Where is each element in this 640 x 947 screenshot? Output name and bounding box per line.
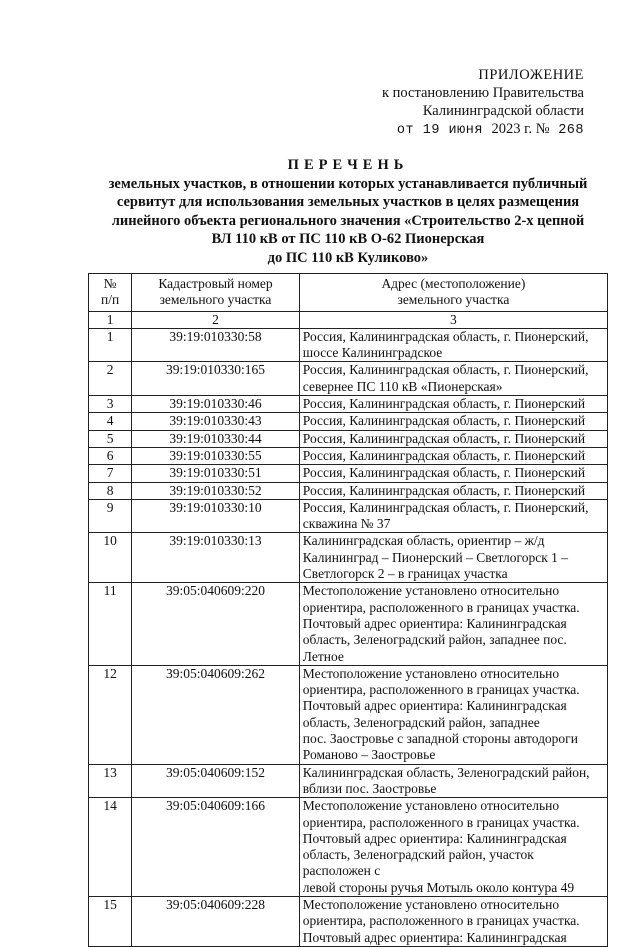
row-number: 11	[89, 583, 132, 665]
row-number: 15	[89, 896, 132, 946]
land-plots-table	[88, 273, 608, 947]
address-line: Калининградская область, Зеленоградский район,	[302, 764, 590, 780]
heading-word: ПЕРЕЧЕНЬ	[287, 157, 409, 173]
appendix-line-2: Калининградской области	[422, 103, 584, 119]
address-line: Россия, Калининградская область, г. Пионерский	[302, 465, 586, 481]
address-line: Почтовый адрес ориентира: Калининградская	[302, 830, 567, 846]
header-cadastral-line: Кадастровый номер	[158, 276, 273, 291]
address-line: область, Зеленоградский район, западнее	[302, 714, 540, 730]
address-line: Почтовый адрес ориентира: Калининградская	[302, 929, 567, 945]
header-address-line: земельного участка	[397, 292, 510, 308]
column-number-cell: 1	[89, 311, 132, 328]
address-line: Светлогорск 2 – в границах участка	[302, 566, 508, 582]
header-number-line: п/п	[100, 292, 120, 308]
address-line: Россия, Калининградская область, г. Пионерский	[302, 396, 586, 412]
cadastral-number: 39:19:010330:165	[132, 362, 300, 396]
address-line: Россия, Калининградская область, г. Пионерский	[302, 447, 586, 463]
header-cell-cadastral	[132, 274, 300, 312]
appendix-date-prefix: от 19 июня	[396, 123, 483, 138]
table-row	[89, 764, 608, 798]
address-cell	[299, 413, 607, 430]
table-row	[89, 482, 608, 499]
table-row	[89, 798, 608, 897]
address-line: ориентира, расположенного в границах участка.	[302, 682, 580, 698]
address-line: Романово – Заостровье	[302, 747, 436, 763]
document-heading	[88, 156, 608, 267]
header-cadastral-line: земельного участка	[159, 292, 272, 308]
row-number: 7	[89, 465, 132, 482]
table-row	[89, 533, 608, 583]
table-row	[89, 430, 608, 447]
cadastral-number: 39:19:010330:13	[132, 533, 300, 583]
address-line: Россия, Калининградская область, г. Пионерский	[302, 413, 586, 429]
address-cell	[299, 583, 607, 665]
address-line: область, Зеленоградский район, западнее пос. Летное	[302, 632, 567, 664]
heading-line-2: сервитут для использования земельных участков в целях размещения	[116, 194, 580, 210]
header-cell-address	[299, 274, 607, 312]
address-line: ориентира, расположенного в границах участка.	[302, 814, 580, 830]
cadastral-number: 39:19:010330:52	[132, 482, 300, 499]
address-cell	[299, 465, 607, 482]
cadastral-number: 39:19:010330:46	[132, 396, 300, 413]
address-line: Россия, Калининградская область, г. Пионерский	[302, 430, 586, 446]
address-line: область, Зеленоградский район, участок расположен с	[302, 847, 534, 879]
table-row	[89, 328, 608, 362]
table-row	[89, 362, 608, 396]
cadastral-number: 39:05:040609:152	[132, 764, 300, 798]
header-number-line: №	[103, 276, 117, 291]
address-cell	[299, 798, 607, 897]
address-line: Россия, Калининградская область, г. Пионерский,	[302, 328, 589, 344]
cadastral-number: 39:19:010330:43	[132, 413, 300, 430]
address-line: Калининград – Пионерский – Светлогорск 1 –	[302, 549, 569, 565]
address-line: Калининградская область, ориентир – ж/д	[302, 533, 545, 549]
cadastral-number: 39:19:010330:44	[132, 430, 300, 447]
address-line: левой стороны ручья Мотыль около контура 49	[302, 879, 575, 895]
cadastral-number: 39:05:040609:262	[132, 665, 300, 764]
cadastral-number: 39:05:040609:228	[132, 896, 300, 946]
cadastral-number: 39:19:010330:58	[132, 328, 300, 362]
cadastral-number: 39:19:010330:55	[132, 447, 300, 464]
address-line: Местоположение установлено относительно	[302, 583, 560, 599]
address-cell	[299, 482, 607, 499]
row-number: 5	[89, 430, 132, 447]
row-number: 9	[89, 499, 132, 533]
table-row	[89, 465, 608, 482]
row-number: 1	[89, 328, 132, 362]
address-line: Местоположение установлено относительно	[302, 665, 560, 681]
row-number: 10	[89, 533, 132, 583]
header-cell-number	[89, 274, 132, 312]
row-number: 3	[89, 396, 132, 413]
heading-line-4: ВЛ 110 кВ от ПС 110 кВ О-62 Пионерская	[211, 231, 485, 247]
address-line: пос. Заостровье с западной стороны автодороги	[302, 731, 578, 747]
column-numbers-row	[89, 311, 608, 328]
row-number: 6	[89, 447, 132, 464]
address-cell	[299, 447, 607, 464]
heading-line-5: до ПС 110 кВ Куликово»	[267, 249, 429, 266]
cadastral-number: 39:19:010330:10	[132, 499, 300, 533]
address-line: Почтовый адрес ориентира: Калининградская	[302, 615, 567, 631]
address-line: Местоположение установлено относительно	[302, 896, 560, 912]
address-line: шоссе Калининградское	[302, 345, 443, 361]
address-cell	[299, 896, 607, 946]
address-line: вблизи пос. Заостровье	[302, 780, 437, 796]
address-cell	[299, 764, 607, 798]
row-number: 12	[89, 665, 132, 764]
table-row	[89, 447, 608, 464]
cadastral-number: 39:05:040609:166	[132, 798, 300, 897]
address-cell	[299, 362, 607, 396]
appendix-block	[324, 66, 584, 140]
address-line: Россия, Калининградская область, г. Пионерский,	[302, 362, 589, 378]
column-number-cell: 2	[132, 311, 300, 328]
row-number: 4	[89, 413, 132, 430]
appendix-line-1: к постановлению Правительства	[382, 85, 584, 101]
address-line: ориентира, расположенного в границах участка.	[302, 913, 580, 929]
address-cell	[299, 430, 607, 447]
row-number: 13	[89, 764, 132, 798]
appendix-title: ПРИЛОЖЕНИЕ	[478, 67, 584, 83]
row-number: 2	[89, 362, 132, 396]
address-line: Почтовый адрес ориентира: Калининградская	[302, 698, 567, 714]
appendix-date-year: 2023 г. №	[491, 121, 550, 137]
address-cell	[299, 533, 607, 583]
row-number: 8	[89, 482, 132, 499]
table-header-row	[89, 274, 608, 312]
appendix-date	[324, 120, 584, 140]
table-row	[89, 413, 608, 430]
table-row	[89, 396, 608, 413]
table-row	[89, 499, 608, 533]
address-cell	[299, 499, 607, 533]
header-address-line: Адрес (местоположение)	[381, 276, 526, 291]
row-number: 14	[89, 798, 132, 897]
cadastral-number: 39:19:010330:51	[132, 465, 300, 482]
address-line: Россия, Калининградская область, г. Пионерский,	[302, 499, 589, 515]
table-row	[89, 896, 608, 946]
address-cell	[299, 396, 607, 413]
address-cell	[299, 328, 607, 362]
heading-line-1: земельных участков, в отношении которых устанавливается публичный	[108, 175, 588, 192]
address-cell	[299, 665, 607, 764]
column-number-cell: 3	[299, 311, 607, 328]
address-line: ориентира, расположенного в границах участка.	[302, 599, 580, 615]
appendix-date-number: 268	[558, 123, 584, 138]
address-line: скважина № 37	[302, 516, 391, 532]
address-line: Россия, Калининградская область, г. Пионерский	[302, 482, 586, 498]
address-line: севернее ПС 110 кВ «Пионерская»	[302, 378, 503, 394]
table-row	[89, 583, 608, 665]
table-row	[89, 665, 608, 764]
address-line: Местоположение установлено относительно	[302, 798, 560, 814]
cadastral-number: 39:05:040609:220	[132, 583, 300, 665]
heading-line-3: линейного объекта регионального значения «Строительство 2-х цепной	[111, 212, 585, 229]
